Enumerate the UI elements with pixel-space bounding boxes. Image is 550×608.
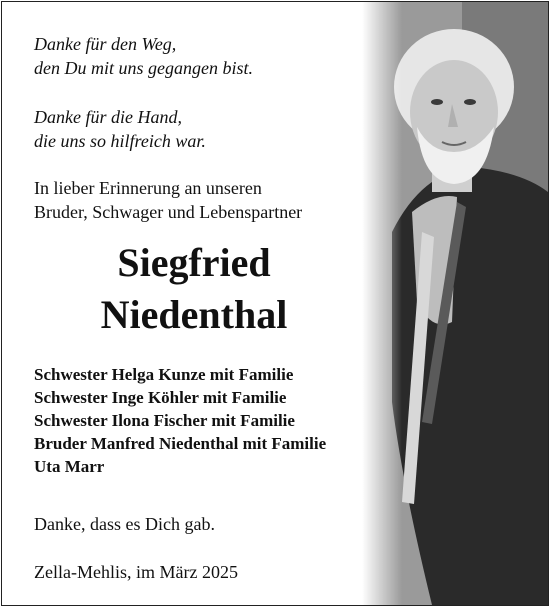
right-eye	[464, 99, 476, 105]
verse-first	[34, 32, 253, 80]
mourner-entry: Bruder Manfred Niedenthal mit Familie	[34, 434, 327, 453]
verse-first-line-1: Danke für den Weg,	[34, 34, 177, 54]
mourner-entry: Uta Marr	[34, 457, 105, 476]
deceased-first-name: Siegfried	[117, 240, 271, 285]
intro-line-1: In lieber Erinnerung an unseren	[34, 178, 262, 198]
mourner-entry: Schwester Inge Köhler mit Familie	[34, 388, 287, 407]
mourner-entry: Schwester Ilona Fischer mit Familie	[34, 411, 295, 430]
portrait-photo	[362, 2, 548, 605]
verse-first-line-2: den Du mit uns gegangen bist.	[34, 58, 253, 78]
place-date: Zella-Mehlis, im März 2025	[34, 562, 238, 582]
photo-fade-edge	[362, 2, 402, 605]
mourner-entry: Schwester Helga Kunze mit Familie	[34, 365, 294, 384]
deceased-last-name: Niedenthal	[100, 292, 288, 337]
verse-second	[34, 105, 206, 153]
verse-second-line-2: die uns so hilfreich war.	[34, 131, 206, 151]
obituary-notice	[1, 1, 549, 606]
closing-line: Danke, dass es Dich gab.	[34, 514, 215, 534]
intro-text	[34, 176, 302, 224]
left-eye	[431, 99, 443, 105]
intro-line-2: Bruder, Schwager und Lebenspartner	[34, 202, 303, 222]
deceased-name	[34, 237, 354, 341]
verse-second-line-1: Danke für die Hand,	[34, 107, 182, 127]
mourners-list	[34, 363, 326, 478]
